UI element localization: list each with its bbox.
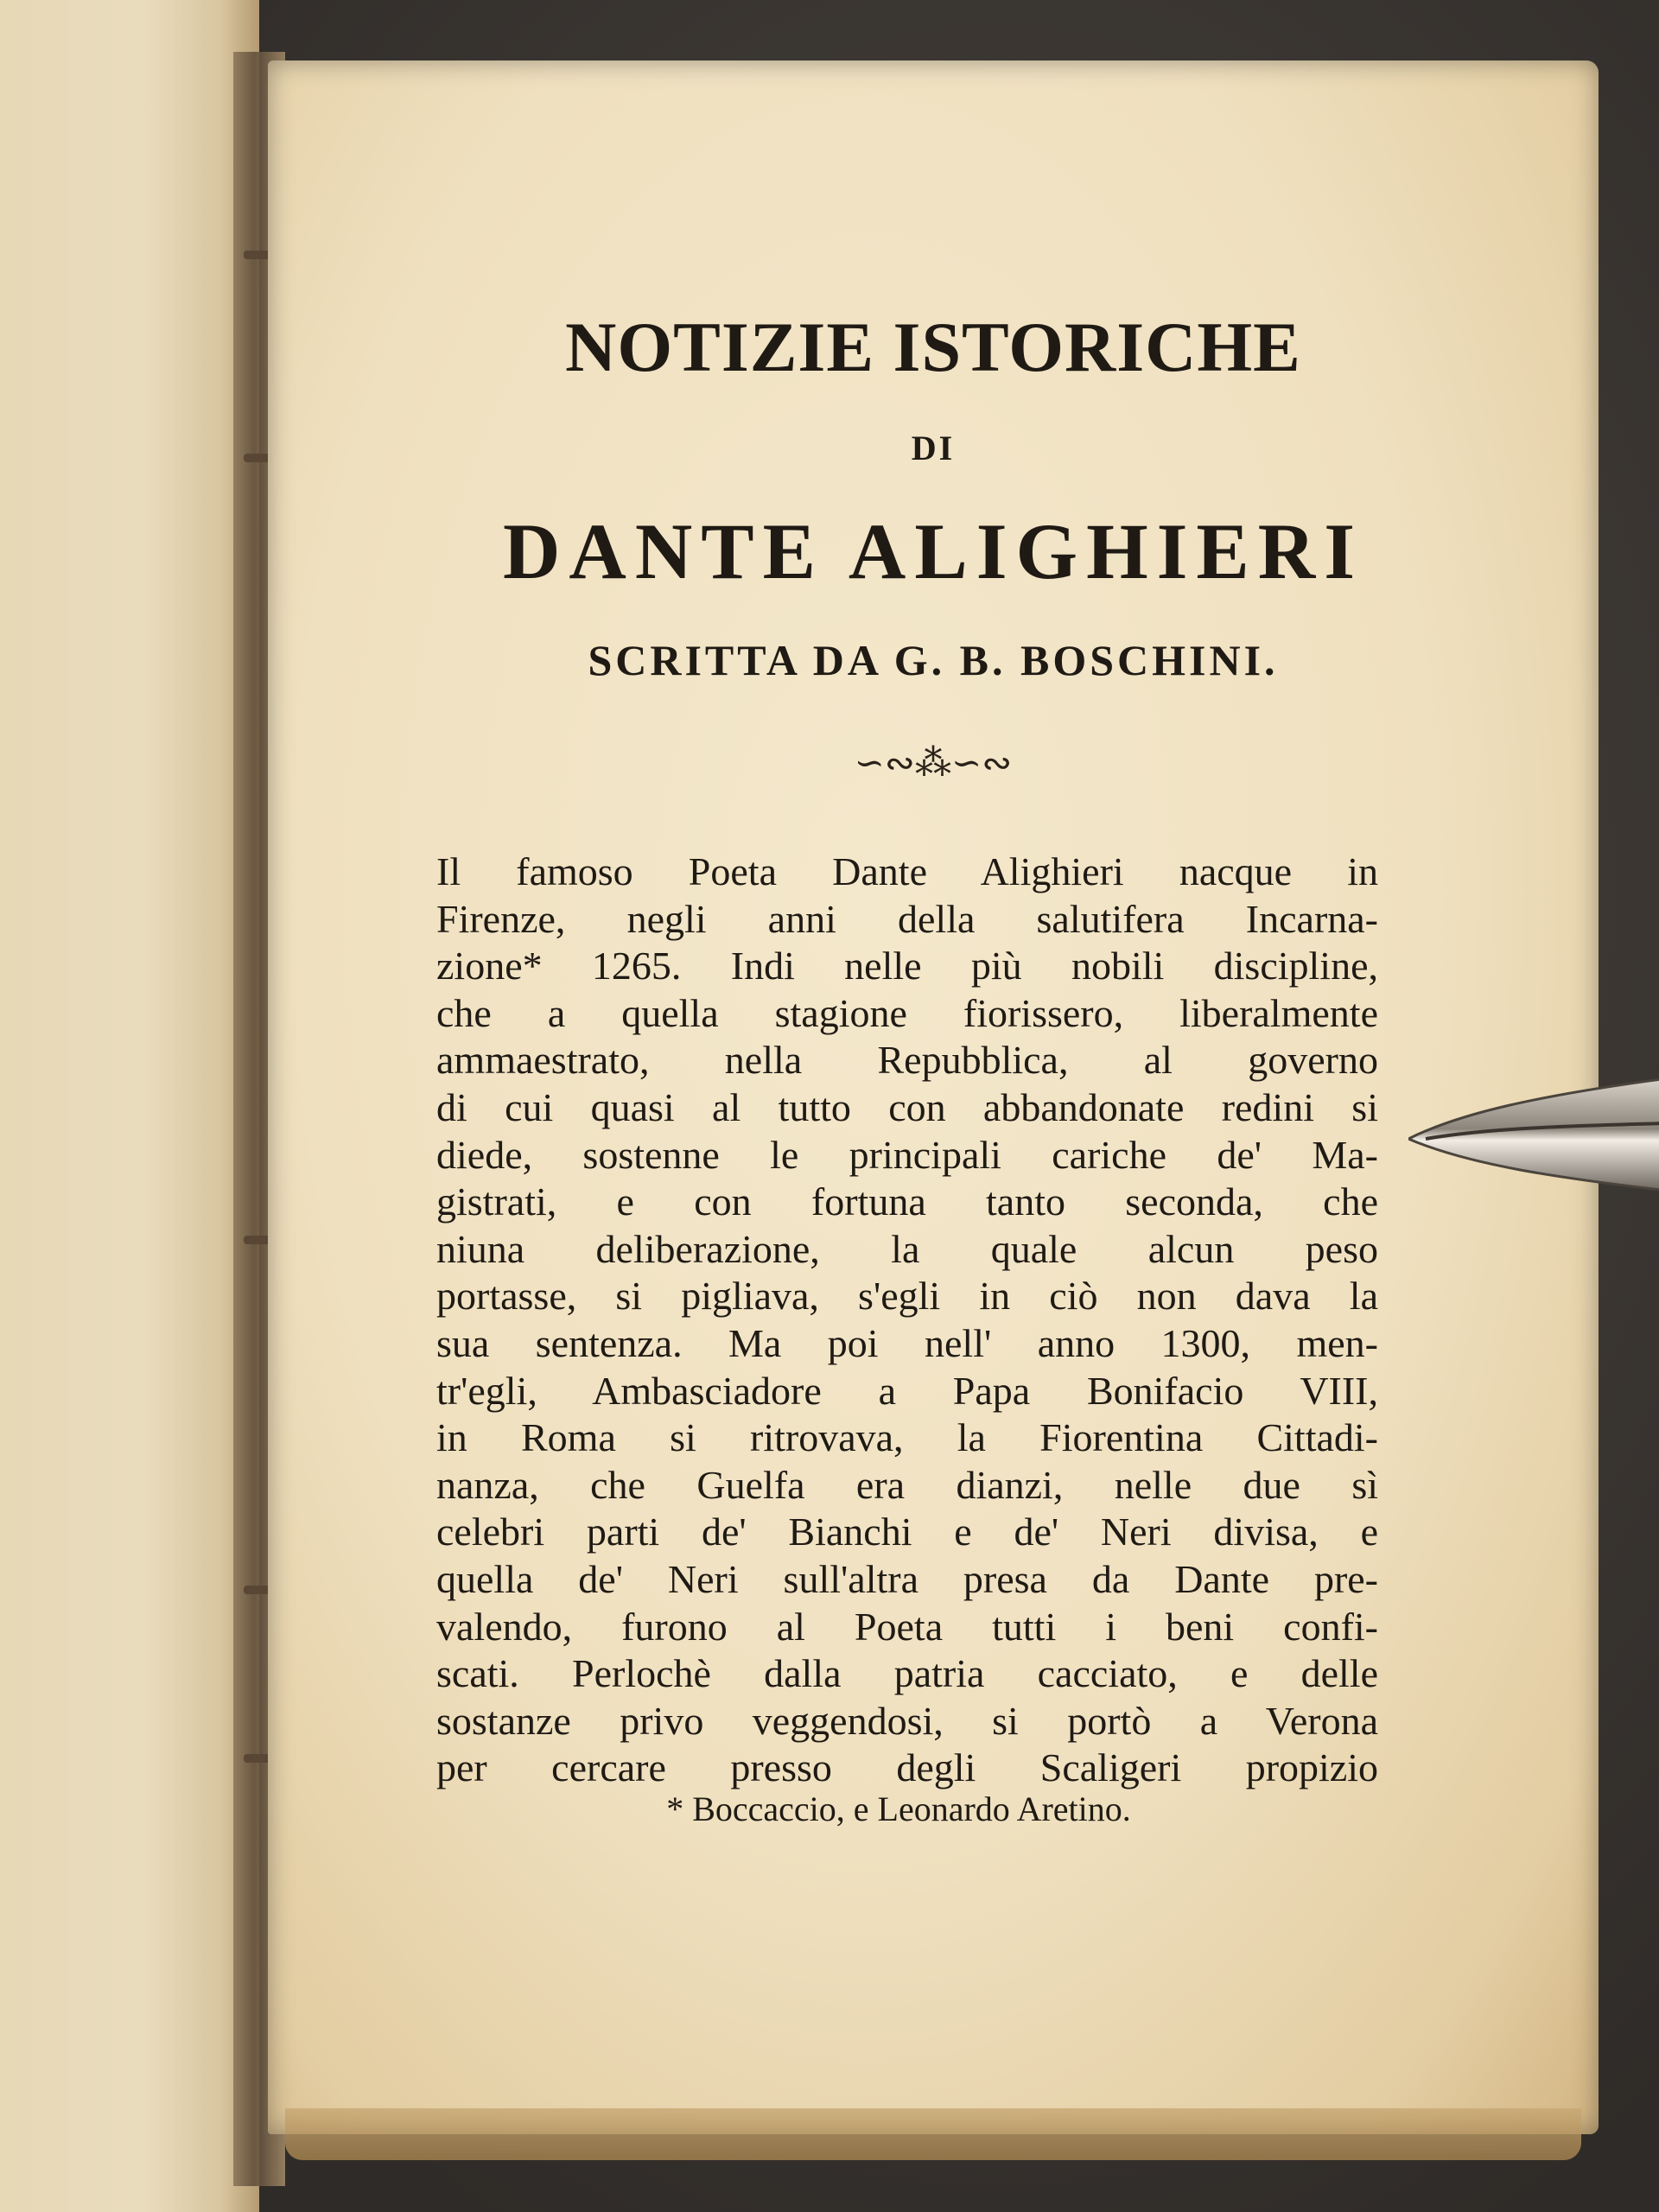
title-line-3: DANTE ALIGHIERI xyxy=(502,507,1364,595)
body-line: tr'egli, Ambasciadore a Papa Bonifacio VIII, xyxy=(436,1368,1378,1413)
body-text xyxy=(436,849,1378,1792)
title-line-4: SCRITTA DA G. B. BOSCHINI. xyxy=(588,636,1279,684)
body-line: nanza, che Guelfa era dianzi, nelle due sì xyxy=(436,1462,1378,1507)
left-page xyxy=(0,0,259,2212)
metal-page-pointer-icon xyxy=(1408,1078,1659,1191)
body-line: ammaestrato, nella Repubblica, al governo xyxy=(436,1038,1378,1083)
body-line: celebri parti de' Bianchi e de' Neri divisa, e xyxy=(436,1510,1378,1554)
body-line: Il famoso Poeta Dante Alighieri nacque in xyxy=(436,849,1378,893)
body-line: niuna deliberazione, la quale alcun peso xyxy=(436,1226,1378,1271)
body-line: in Roma si ritrovava, la Fiorentina Cittadi- xyxy=(436,1415,1378,1460)
page-bottom-edge xyxy=(285,2108,1581,2160)
body-line: diede, sostenne le principali cariche de' Ma- xyxy=(436,1132,1378,1177)
body-line: portasse, si pigliava, s'egli in ciò non dava la xyxy=(436,1274,1378,1319)
body-line: sua sentenza. Ma poi nell' anno 1300, men- xyxy=(436,1320,1378,1365)
body-line: zione* 1265. Indi nelle più nobili discipline, xyxy=(436,944,1378,988)
body-line: di cui quasi al tutto con abbandonate redini si xyxy=(436,1084,1378,1129)
body-line: scati. Perlochè dalla patria cacciato, e delle xyxy=(436,1651,1378,1696)
body-line: gistrati, e con fortuna tanto seconda, che xyxy=(436,1179,1378,1224)
body-line: quella de' Neri sull'altra presa da Dante pre- xyxy=(436,1556,1378,1601)
body-line: valendo, furono al Poeta tutti i beni confi- xyxy=(436,1604,1378,1649)
body-line: per cercare presso degli Scaligeri propizio xyxy=(436,1745,1378,1790)
title-line-1: NOTIZIE ISTORICHE xyxy=(565,308,1301,386)
ornament-divider: ∽∾⁂∽∾ xyxy=(854,741,1013,784)
body-line: che a quella stagione fiorissero, liberalmente xyxy=(436,990,1378,1035)
body-line: Firenze, negli anni della salutifera Incarna- xyxy=(436,896,1378,941)
footnote: * Boccaccio, e Leonardo Aretino. xyxy=(666,1789,1131,1828)
body-line: sostanze privo veggendosi, si portò a Verona xyxy=(436,1698,1378,1743)
title-line-2: DI xyxy=(911,429,956,467)
